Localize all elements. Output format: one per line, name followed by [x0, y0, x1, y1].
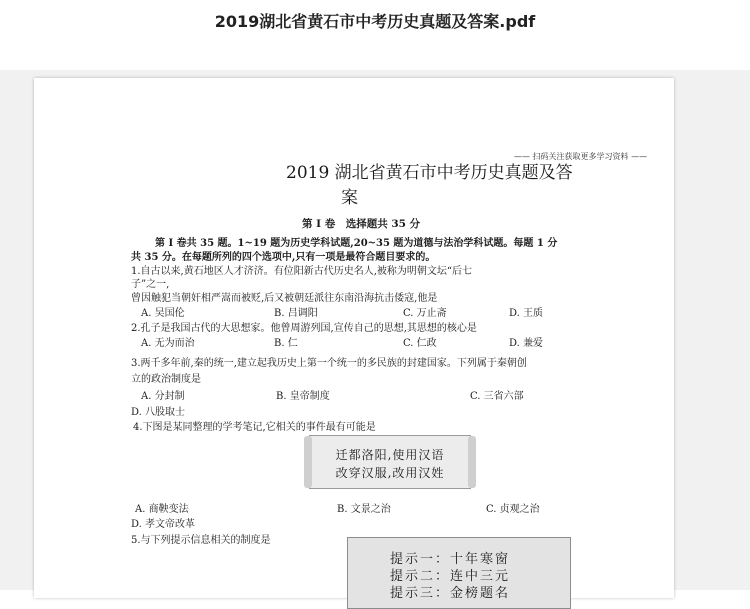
question-2-stem: 2.孔子是我国古代的大思想家。他曾周游列国,宣传自己的思想,其思想的核心是 [131, 323, 477, 334]
question-4-option-d: D. 孝文帝改革 [131, 519, 196, 530]
study-note-figure [309, 435, 471, 489]
hint-figure [347, 537, 571, 609]
intro-line-2: 共 35 分。在每题所列的四个选项中,只有一项是最符合题目要求的。 [131, 252, 436, 263]
question-1-option-c: C. 万止斋 [403, 308, 447, 319]
question-1-stem-3: 曾因触犯当朝奸相严嵩而被贬,后又被朝廷派往东南沿海抗击倭寇,他是 [131, 293, 438, 304]
section-heading: 第 I 卷 选择题共 35 分 [302, 218, 421, 230]
question-3-option-b: B. 皇帝制度 [276, 391, 330, 402]
question-4-option-c: C. 贞观之治 [486, 504, 540, 515]
study-note-line-2: 改穿汉服,改用汉姓 [335, 466, 445, 480]
question-1-option-a: A. 吴国伦 [141, 308, 185, 319]
question-3-option-d: D. 八股取士 [131, 407, 186, 418]
page-title-line-2: 案 [341, 188, 358, 208]
intro-line-1: 第 I 卷共 35 题。1~19 题为历史学科试题,20~35 题为道德与法治学科试题。每题 1 分 [155, 238, 558, 249]
pdf-page [34, 78, 674, 601]
question-4-option-a: A. 商鞅变法 [135, 504, 189, 515]
question-1-stem-1: 1.自古以来,黄石地区人才济济。有位阳新古代历史名人,被称为明朝文坛“后七 [131, 266, 473, 277]
question-5-stem: 5.与下列提示信息相关的制度是 [131, 535, 271, 546]
question-2-option-c: C. 仁政 [403, 338, 437, 349]
hint-line-3: 提示三：金榜题名 [390, 586, 511, 601]
question-3-stem-2: 立的政治制度是 [131, 374, 201, 385]
question-2-option-b: B. 仁 [274, 338, 298, 349]
question-3-stem-1: 3.两千多年前,秦的统一,建立起我历史上第一个统一的多民族的封建国家。下列属于秦朝创 [131, 358, 527, 369]
study-note-line-1: 迁都洛阳,使用汉语 [335, 448, 445, 462]
question-2-option-d: D. 兼爱 [509, 338, 544, 349]
page-title-line-1: 2019 湖北省黄石市中考历史真题及答 [286, 163, 573, 183]
question-1-option-d: D. 王质 [509, 308, 544, 319]
watermark-text: —— 扫码关注获取更多学习资料 —— [514, 152, 648, 161]
document-header [0, 0, 750, 71]
question-3-option-c: C. 三省六部 [470, 391, 524, 402]
document-filename: 2019湖北省黄石市中考历史真题及答案.pdf [214, 12, 536, 31]
question-3-option-a: A. 分封制 [141, 391, 185, 402]
question-2-option-a: A. 无为而治 [141, 338, 195, 349]
question-1-option-b: B. 吕调阳 [274, 308, 318, 319]
question-4-stem: 4.下图是某同整理的学考笔记,它相关的事件最有可能是 [133, 422, 376, 433]
question-1-stem-2: 子”之一, [131, 279, 170, 290]
hint-line-2: 提示二：连中三元 [390, 569, 511, 584]
question-4-option-b: B. 文景之治 [337, 504, 391, 515]
hint-line-1: 提示一：十年寒窗 [390, 552, 511, 567]
